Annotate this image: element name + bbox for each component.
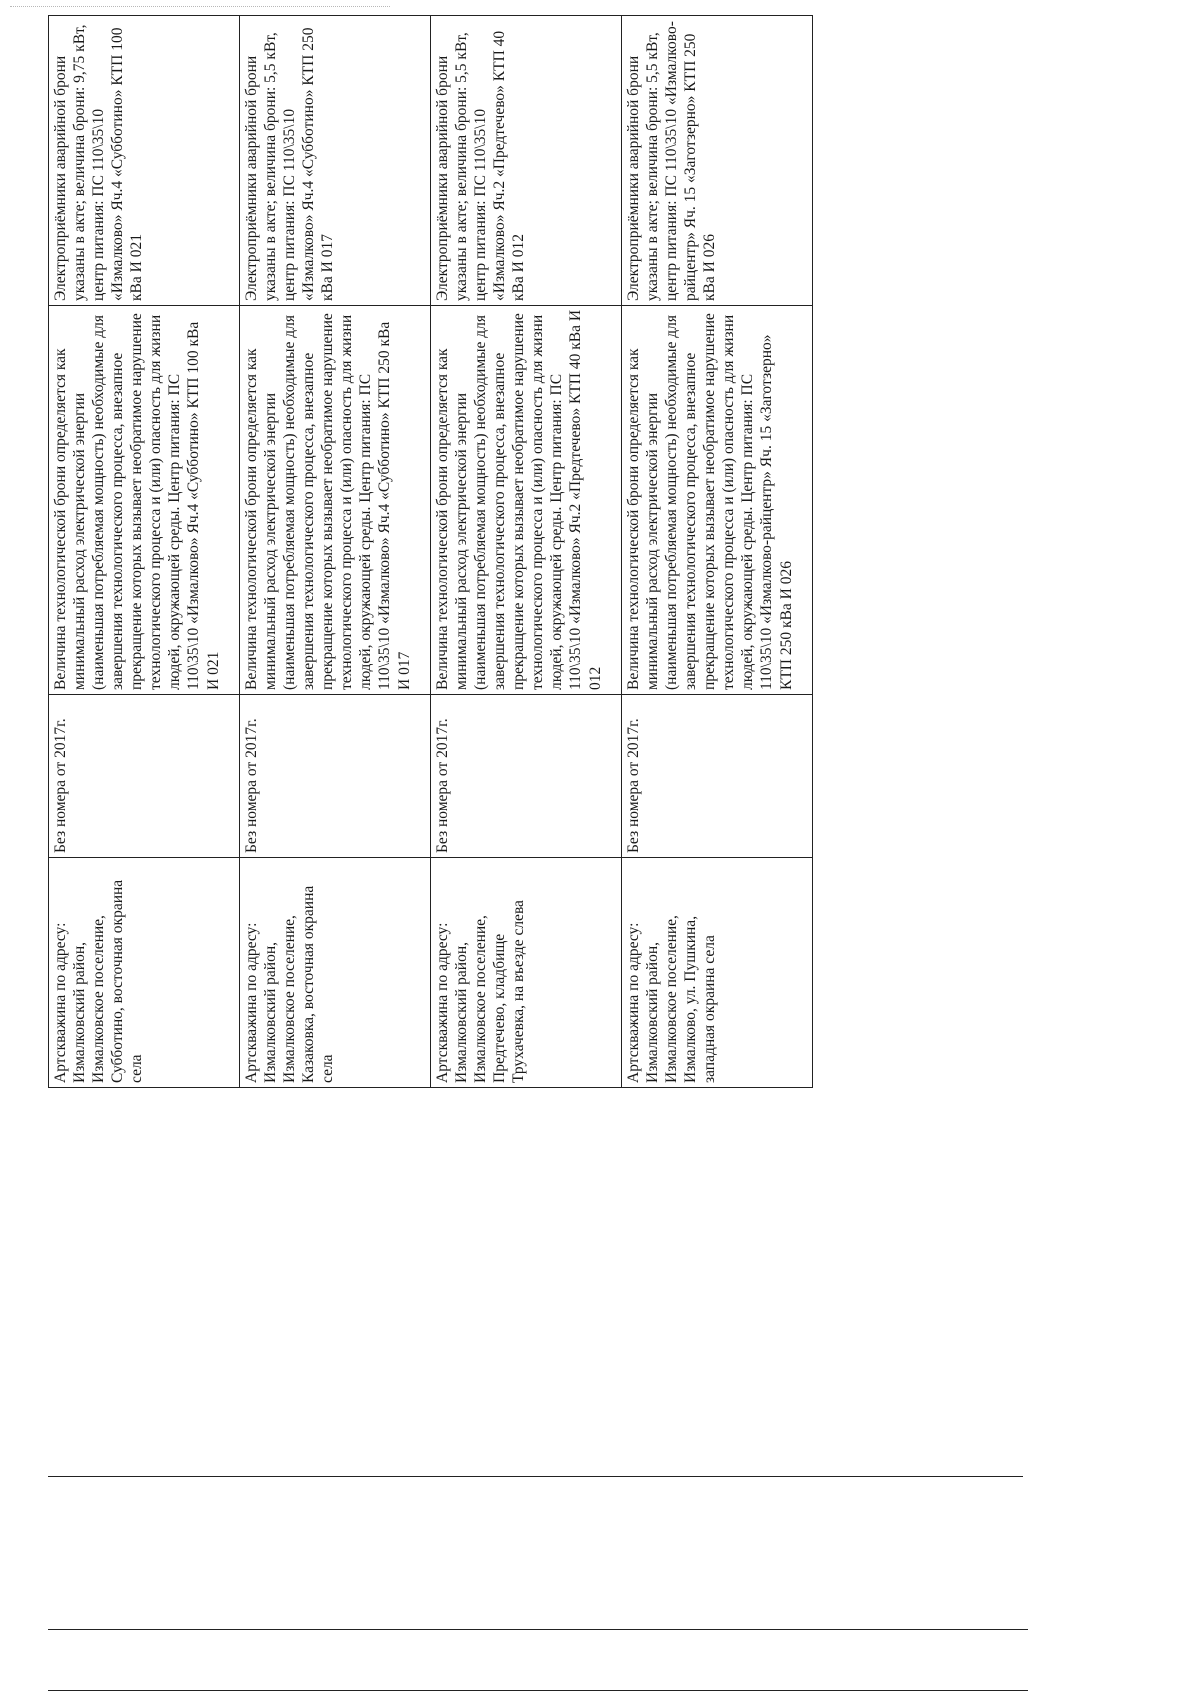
emergency-reserve-text: Электроприёмники аварийной брони указаны в акте; величина брони: 5,5 кВт, центр питания: ПС 110\35\10 «Измалково» Яч.4 «Субботино» КТП 250 кВа И 017: [243, 27, 337, 301]
emergency-reserve-text: Электроприёмники аварийной брони указаны в акте; величина брони: 5,5 кВт, центр питания: ПС 110\35\10 «Измалково» Яч.2 «Предтечево» КТП 40 кВа И 012: [434, 30, 528, 301]
table-row: [622, 16, 813, 1088]
tech-reserve-text: Величина технологической брони определяется как минимальный расход электрической энергии (наименьшая потребляемая мощность) необходимые для завершения технологического процесса, внезапное прекращение которых вызывает необратимое нарушение технологического процесса и (или) опасность для жизни людей, окружающей среды. Центр питания: ПС 110\35\10 «Измалково» Яч.4 «Субботино» КТП 100 кВа И 021: [52, 313, 222, 690]
address-cell: [431, 858, 622, 1088]
table-row: [240, 16, 431, 1088]
address-cell: [240, 858, 431, 1088]
act-cell: [240, 695, 431, 858]
tech-reserve-cell: [431, 306, 622, 695]
tech-reserve-text: Величина технологической брони определяется как минимальный расход электрической энергии (наименьшая потребляемая мощность) необходимые для завершения технологического процесса, внезапное прекращение которых вызывает необратимое нарушение технологического процесса и (или) опасность для жизни людей, окружающей среды. Центр питания: ПС 110\35\10 «Измалково-райцентр» Яч. 15 «Заготзерно» КТП 250 кВа И 026: [625, 313, 795, 690]
emergency-reserve-cell: [240, 16, 431, 306]
tech-reserve-cell: [49, 306, 240, 695]
tech-reserve-cell: [622, 306, 813, 695]
table-row: [49, 16, 240, 1088]
emergency-reserve-text: Электроприёмники аварийной брони указаны в акте; величина брони: 9,75 кВт, центр питания: ПС 110\35\10 «Измалково» Яч.4 «Субботино» КТП 100 кВа И 021: [52, 24, 146, 301]
address-text: Артскважина по адресу: Измалковский район, Измалковское поселение, Измалково, ул. Пушкина, западная окраина села: [625, 915, 719, 1083]
address-text: Артскважина по адресу: Измалковский район, Измалковское поселение, Предтечево, кладбище Трухачевка, на въезде слева: [434, 900, 528, 1083]
act-cell: [431, 695, 622, 858]
divider-line: [48, 1476, 1023, 1477]
act-text: Без номера от 2017г.: [434, 718, 451, 853]
table-row: [431, 16, 622, 1088]
emergency-reserve-cell: [431, 16, 622, 306]
act-text: Без номера от 2017г.: [243, 718, 260, 853]
tech-reserve-text: Величина технологической брони определяется как минимальный расход электрической энергии (наименьшая потребляемая мощность) необходимые для завершения технологического процесса, внезапное прекращение которых вызывает необратимое нарушение технологического процесса и (или) опасность для жизни людей, окружающей среды. Центр питания: ПС 110\35\10 «Измалково» Яч.2 «Предтечево» КТП 40 кВа И 012: [434, 309, 604, 690]
address-cell: [49, 858, 240, 1088]
scan-artifact-line: [10, 6, 390, 7]
emergency-reserve-text: Электроприёмники аварийной брони указаны в акте; величина брони: 5,5 кВт, центр питания: ПС 110\35\10 «Измалково-райцентр» Яч. 15 «Заготзерно» КТП 250 кВа И 026: [625, 21, 719, 301]
reserve-table: [48, 15, 813, 1088]
act-cell: [49, 695, 240, 858]
divider-line: [48, 1629, 1028, 1630]
act-text: Без номера от 2017г.: [625, 718, 642, 853]
rotated-table-wrapper: [48, 21, 813, 1088]
address-text: Артскважина по адресу: Измалковский район, Измалковское поселение, Субботино, восточная окраина села: [52, 879, 146, 1083]
act-text: Без номера от 2017г.: [52, 718, 69, 853]
emergency-reserve-cell: [622, 16, 813, 306]
divider-line: [48, 1690, 1028, 1691]
emergency-reserve-cell: [49, 16, 240, 306]
act-cell: [622, 695, 813, 858]
address-text: Артскважина по адресу: Измалковский район, Измалковское поселение, Казаковка, восточная окраина села: [243, 885, 337, 1083]
address-cell: [622, 858, 813, 1088]
tech-reserve-cell: [240, 306, 431, 695]
tech-reserve-text: Величина технологической брони определяется как минимальный расход электрической энергии (наименьшая потребляемая мощность) необходимые для завершения технологического процесса, внезапное прекращение которых вызывает необратимое нарушение технологического процесса и (или) опасность для жизни людей, окружающей среды. Центр питания: ПС 110\35\10 «Измалково» Яч.4 «Субботино» КТП 250 кВа И 017: [243, 313, 413, 690]
